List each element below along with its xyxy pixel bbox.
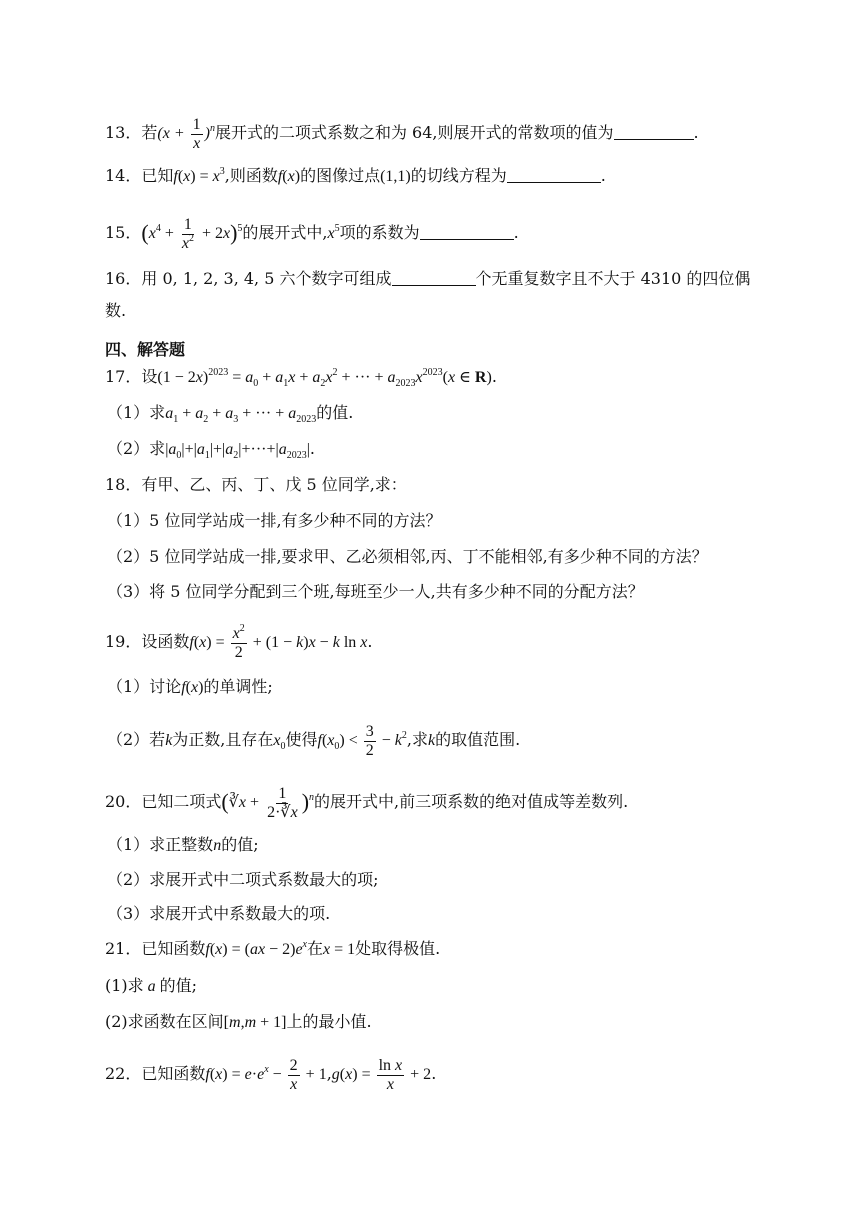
question-21-part-1 bbox=[105, 975, 800, 998]
formula: [m,m + 1] bbox=[223, 1014, 287, 1031]
question-15 bbox=[105, 216, 800, 253]
punctuation: , bbox=[326, 1064, 332, 1084]
question-text: （1）求正整数 bbox=[107, 835, 214, 854]
question-text: （2）若 bbox=[107, 730, 166, 750]
question-20 bbox=[105, 785, 800, 822]
question-17 bbox=[105, 366, 800, 389]
punctuation: . bbox=[309, 439, 315, 458]
question-text: 若 bbox=[141, 123, 158, 143]
question-text: 的切线方程为 bbox=[410, 166, 507, 185]
formula: $f(x_0)$ < $\frac{3}{2}$ − $k^2$ bbox=[317, 723, 407, 759]
variable: a bbox=[143, 978, 160, 995]
question-number: 22． bbox=[105, 1064, 142, 1084]
punctuation: . bbox=[600, 166, 606, 185]
question-text: (2)求函数在区间 bbox=[105, 1012, 224, 1031]
question-text: 的取值范围. bbox=[435, 730, 521, 750]
question-number: 14． bbox=[105, 166, 142, 185]
formula: $(1 - 2x)^{2023} = a_0 + a_1x + a_2x^2$ + ··· + $a_{2023}x^{2023}(x$ ∈ R) bbox=[157, 367, 492, 389]
question-text: 个无重复数字且不大于 4310 的四位偶 bbox=[475, 269, 751, 288]
question-text: 在 bbox=[307, 939, 324, 958]
question-19 bbox=[105, 625, 800, 662]
punctuation: . bbox=[513, 223, 519, 243]
question-text: （1）讨论 bbox=[107, 677, 182, 696]
question-14 bbox=[105, 165, 800, 188]
question-number: 20． bbox=[105, 792, 142, 812]
formula: $a_1 + a_2 + a_3$ + ··· + $a_{2023}$ bbox=[165, 405, 317, 425]
punctuation: . bbox=[491, 367, 497, 386]
question-text: 数. bbox=[105, 301, 127, 320]
question-text: 为正数,且存在 bbox=[172, 730, 274, 750]
question-number: 13． bbox=[105, 123, 142, 143]
question-text: 使得 bbox=[285, 730, 318, 750]
variable: k bbox=[428, 732, 436, 750]
question-19-part-2 bbox=[107, 723, 800, 760]
question-text: 展开式的二项式系数之和为 64,则展开式的常数项的值为 bbox=[214, 123, 614, 143]
answer-blank[interactable] bbox=[420, 223, 514, 240]
punctuation: . bbox=[431, 1064, 437, 1084]
question-text: 的值; bbox=[159, 976, 198, 995]
answer-blank[interactable] bbox=[392, 269, 476, 286]
formula-f: $f(x) = e\cdot e^x$ − $\frac{2}{x}$ + 1 bbox=[205, 1057, 327, 1093]
question-22 bbox=[105, 1057, 800, 1094]
question-19-part-1 bbox=[107, 676, 800, 699]
variable: n bbox=[213, 837, 222, 854]
answer-blank[interactable] bbox=[507, 166, 601, 183]
punctuation: . bbox=[367, 632, 373, 652]
question-20-part-1 bbox=[107, 834, 800, 857]
formula: f(x) bbox=[277, 168, 301, 185]
formula-g: g(x) = $\frac{\text{ln x}}{x}$ + 2 bbox=[331, 1057, 432, 1093]
question-21-part-2 bbox=[105, 1011, 800, 1034]
answer-blank[interactable] bbox=[614, 123, 694, 140]
question-18-part-1: （1）5 位同学站成一排,有多少种不同的方法？ bbox=[107, 511, 442, 530]
question-text: 的值; bbox=[221, 835, 259, 854]
question-text: 设函数 bbox=[141, 632, 190, 652]
formula: $f(x) = (ax - 2)e^x$ bbox=[205, 939, 307, 958]
question-20-part-3: （3）求展开式中系数最大的项. bbox=[107, 904, 331, 923]
question-16 bbox=[105, 268, 800, 290]
question-text: 设 bbox=[141, 367, 158, 386]
question-13 bbox=[105, 116, 800, 153]
question-18: 18．有甲、乙、丙、丁、戊 5 位同学,求： bbox=[105, 475, 407, 494]
formula: $|a_0|+|a_1|+|a_2|+\cdot\cdot\cdot+|a_{2023}|$ bbox=[165, 441, 310, 461]
question-21 bbox=[105, 938, 800, 961]
formula: (∛x + $\frac{1}{2\cdot∛x}$ )$^n$ bbox=[221, 785, 315, 821]
question-text: 的展开式中, bbox=[242, 223, 328, 243]
question-text: 已知函数 bbox=[141, 1064, 206, 1084]
question-number: 15． bbox=[105, 223, 142, 243]
question-number: 21． bbox=[105, 939, 142, 958]
formula: x = 1 bbox=[323, 941, 356, 958]
question-text: (1)求 bbox=[105, 976, 144, 995]
formula: $f(x) = x^3$ bbox=[173, 166, 225, 185]
question-16-cont bbox=[105, 300, 800, 322]
punctuation: . bbox=[693, 123, 699, 143]
variable: k bbox=[165, 732, 173, 750]
question-20-part-2: （2）求展开式中二项式系数最大的项; bbox=[107, 870, 379, 889]
question-text: 的单调性; bbox=[203, 677, 273, 696]
question-text: 的图像过点 bbox=[300, 166, 381, 185]
formula: (1,1) bbox=[380, 168, 411, 185]
question-text: ,则函数 bbox=[224, 166, 278, 185]
question-text: 项的系数为 bbox=[339, 223, 420, 243]
question-17-part-2 bbox=[107, 438, 800, 461]
question-17-part-1 bbox=[107, 402, 800, 425]
question-18-part-3: （3）将 5 位同学分配到三个班,每班至少一人,共有多少种不同的分配方法？ bbox=[107, 582, 644, 601]
question-text: （1）求 bbox=[107, 403, 166, 422]
question-text: ,求 bbox=[406, 730, 428, 750]
question-text: 的值. bbox=[316, 403, 354, 422]
question-text: 用 0, 1, 2, 3, 4, 5 六个数字可组成 bbox=[141, 269, 392, 288]
question-text: 的展开式中,前三项系数的绝对值成等差数列. bbox=[314, 792, 629, 812]
formula: $x^5$ bbox=[327, 223, 340, 243]
question-number: 16． bbox=[105, 269, 142, 288]
question-number: 19． bbox=[105, 632, 142, 652]
formula: ($x^4$ + $\frac{1}{x^2}$ + 2x)$^5$ bbox=[141, 216, 243, 252]
question-text: 已知二项式 bbox=[141, 792, 222, 812]
question-18-part-2: （2）5 位同学站成一排,要求甲、乙必须相邻,丙、丁不能相邻,有多少种不同的方法？ bbox=[107, 547, 708, 566]
question-text: 上的最小值. bbox=[286, 1012, 372, 1031]
question-text: 已知 bbox=[141, 166, 174, 185]
question-number: 17． bbox=[105, 367, 142, 386]
formula: f(x) = $\frac{x^2}{2}$ + (1 − k)x − k ln x bbox=[189, 623, 368, 661]
formula: f(x) bbox=[181, 679, 204, 696]
question-text: 已知函数 bbox=[141, 939, 206, 958]
section-heading: 四、解答题 bbox=[105, 340, 186, 359]
variable: $x_0$ bbox=[273, 732, 286, 753]
question-text: 处取得极值. bbox=[355, 939, 441, 958]
formula: (x + $\frac{1}{x}$ )$^n$ bbox=[157, 116, 215, 152]
question-text: （2）求 bbox=[107, 439, 166, 458]
